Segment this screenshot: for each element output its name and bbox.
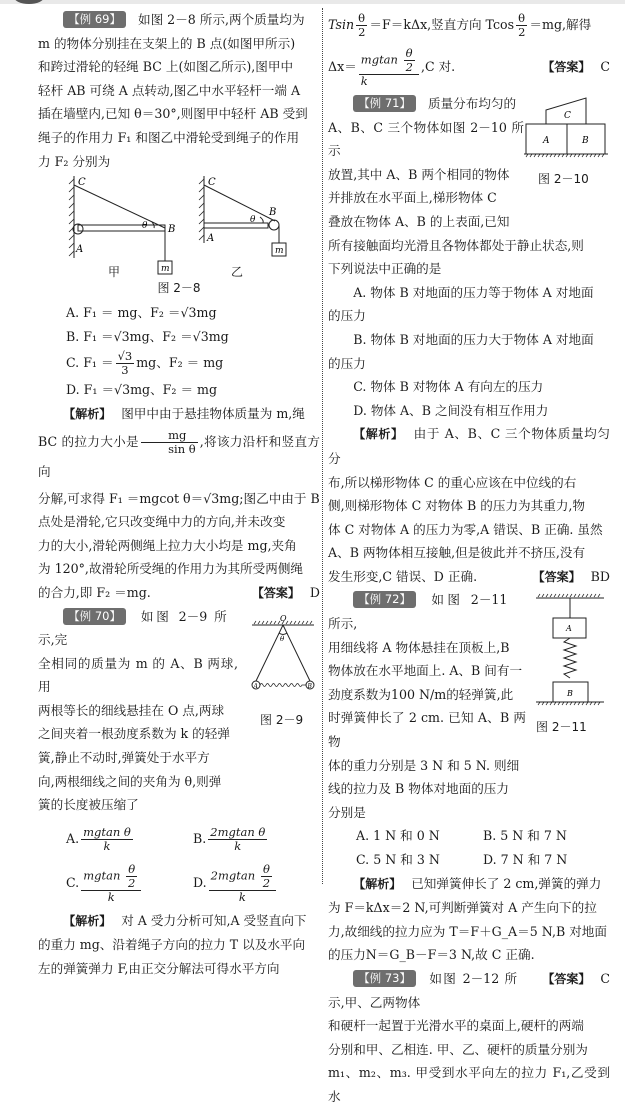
option-c: C. 5 N 和 3 N	[356, 852, 440, 867]
wall-jia	[69, 176, 172, 274]
label-block-a: A	[566, 624, 572, 634]
option-b: B. F₁ ＝√3mg、F₂ ＝√3mg	[66, 328, 229, 344]
example-71-option-d: D. 物体 A、B 之间没有相互作用力	[353, 402, 549, 418]
label-block-b: B	[567, 689, 573, 699]
label-o: O	[280, 613, 287, 623]
option-b: B. 5 N 和 7 N	[483, 828, 567, 844]
example-71-stem: 【例 71】 质量分布均匀的 A、B、C 三个物体如图 2－10 所示 放置,其中 A、B 两个相同的物体 并排放在水平面上,梯形物体 C 叠放在物体 A、B 的上表面,已知	[328, 96, 524, 229]
example-73-stem: 【例 73】 如图 2－12 所示,甲、乙两物体 和硬杆一起置于光滑水平的桌面上,硬杆的两端 分别和甲、乙相连. 甲、乙、硬杆的质量分别为 m₁、m₂、m₃. 甲受到水平向左的拉力 F₁,乙受到水	[328, 970, 610, 1104]
example-72	[328, 588, 610, 824]
analysis-label: 【解析】	[63, 913, 112, 928]
example-70-stem: 【例 70】 如图 2－9 所示,完 全相同的质量为 m 的 A、B 两球,用 两根等长的细线悬挂在 O 点,两球 之间夹着一根劲度系数为 k 的轻弹 簧,静止不动时,弹簧处于水平方 向,两根细线之间的夹角为 θ,则弹 簧的长度被压缩了	[38, 608, 238, 813]
example-71-option-a-cont: 的压力	[328, 308, 366, 324]
example-72-analysis: 【解析】 已知弹簧伸长了 2 cm,弹簧的弹力 为 F＝kΔx＝2 N,可判断弹簧对 A 产生向下的拉 力,故细线的拉力应为 T＝F＋G_A＝5 N,B 对地面 的压力N＝G_B－F＝3 N,故 C 正确. 【答案】 C	[328, 872, 610, 967]
example-72-options	[328, 824, 610, 871]
example-69-label: 【例 69】	[63, 11, 126, 28]
label-a-jia: A	[76, 244, 84, 256]
option-a: A. F₁ ＝ mg、F₂ ＝√3mg	[66, 305, 217, 321]
example-70	[38, 605, 320, 817]
label-block-c: C	[564, 111, 571, 121]
figure-2-8-jia-label: 甲	[108, 265, 121, 280]
right-column	[328, 8, 610, 1109]
option-d: D. 7 N 和 7 N	[483, 852, 568, 867]
example-71-label: 【例 71】	[353, 95, 416, 112]
option-c: C. F₁ ＝ $\frac{√3}{3}$ mg、F₂ ＝ mg	[66, 349, 224, 378]
answer-71: 【答案】 BD	[532, 568, 610, 584]
label-block-b: B	[582, 136, 589, 146]
label-ball-b: B	[307, 682, 312, 690]
example-72-stem: 【例 72】 如图 2－11 所示, 用细线将 A 物体悬挂在顶板上,B 物体放在水平地面上. A、B 间有一 劲度系数为100 N/m的轻弹簧,此 时弹簧伸长了 2 cm. 已知 A、B 两物 体的重力分别是 3 N 和 5 N. 则细 线的拉力及 B 物体对地面的压力 分别是	[328, 592, 526, 820]
figure-2-11-caption: 图 2－11	[536, 720, 587, 735]
example-73-label: 【例 73】	[353, 970, 416, 987]
option-d: D. 2mgtan $\frac{\theta}{2}$ k	[193, 863, 320, 904]
label-theta-jia: θ	[142, 221, 148, 232]
example-71-option-b-cont: 的压力	[328, 355, 366, 371]
example-69-options	[38, 301, 320, 402]
example-70-label: 【例 70】	[63, 608, 126, 625]
example-71-option-a: A. 物体 B 对地面的压力等于物体 A 对地面	[353, 284, 594, 300]
answer-69: 【答案】 D	[251, 584, 320, 600]
analysis-label: 【解析】	[63, 406, 112, 421]
example-71-option-c: C. 物体 B 对物体 A 有向左的压力	[353, 379, 544, 395]
answer-72: 【答案】 C	[542, 970, 610, 986]
example-71-stem-cont: 所有接触面均光滑且各物体都处于静止状态,则 下列说法中正确的是	[328, 237, 584, 277]
option-d: D. F₁ ＝√3mg、F₂ ＝ mg	[66, 382, 218, 398]
example-70-analysis-cont: Tsin $\frac{\theta}{2}$ ＝F＝kΔx,竖直方向 Tcos $\frac{\theta}{2}$ ＝mg,解得	[328, 11, 592, 39]
analysis-label: 【解析】	[353, 427, 404, 442]
example-69-analysis: 【解析】 图甲中由于悬挂物体质量为 m,绳 BC 的拉力大小是 $\frac{mg}{\text{sin θ}}$ ,将该力沿杆和竖直方向 分解,可求得 F₁ ＝mgcot θ＝√3mg;图乙中由于 B 点处是滑轮,它只改变绳中力的方向,并未改变 力的大小,滑轮两侧绳上拉力大小均是 mg,夹角 为 120°,故滑轮所受绳的作用力为其所受两侧绳 的合力,即 F₂ ＝mg. 【答案】 D	[38, 402, 320, 605]
label-block-a: A	[543, 136, 550, 146]
example-70-result: Δx＝ mgtan $\frac{\theta}{2}$ k ,C 对. 【答案】 C	[328, 42, 610, 92]
left-column	[38, 8, 320, 981]
label-a-yi: A	[207, 233, 215, 245]
example-70-options	[38, 821, 320, 909]
example-71-option-b: B. 物体 B 对地面的压力大于物体 A 对地面	[353, 331, 594, 347]
figure-2-10-diagram	[524, 96, 610, 166]
label-b-jia: B	[168, 224, 176, 236]
answer-70: 【答案】 C	[542, 59, 610, 74]
top-edge-bar	[0, 0, 625, 4]
example-69-stem: 【例 69】 如图 2－8 所示,两个质量均为 m 的物体分别挂在支架上的 B 点(如图甲所示) 和跨过滑轮的轻绳 BC 上(如图乙所示),图甲中 轻杆 AB 可绕 A 点转动,图乙中水平轻杆一端 A 插在墙壁内,已知 θ＝30°,则图甲中轻杆 AB 受到 绳子的作用力 F₁ 和图乙中滑轮受到绳子的作用 力 F₂ 分别为	[38, 12, 308, 169]
label-c-jia: C	[78, 177, 86, 189]
option-a: A. 1 N 和 0 N	[356, 828, 440, 844]
figure-2-8	[38, 173, 320, 299]
example-70-analysis: 【解析】 对 A 受力分析可知,A 受竖直向下 的重力 mg、沿着绳子方向的拉力 T 以及水平向 左的弹簧弹力 F,由正交分解法可得水平方向	[38, 912, 307, 977]
label-ball-a: A	[253, 682, 258, 690]
example-71	[328, 92, 610, 234]
label-m-yi: m	[275, 246, 284, 257]
label-b-yi: B	[269, 207, 277, 219]
figure-2-8-yi-label: 乙	[231, 265, 244, 280]
option-a: A. $\frac{\text{mgtan θ}}{k}$	[66, 825, 131, 854]
figure-2-10-caption: 图 2－10	[538, 172, 589, 186]
label-theta-yi: θ	[250, 215, 256, 226]
option-b: B. $\frac{\text{2mgtan θ}}{k}$	[193, 825, 266, 854]
column-divider	[322, 8, 323, 884]
option-c: C. mgtan $\frac{\theta}{2}$ k	[66, 863, 193, 904]
label-c-yi: C	[208, 177, 216, 189]
figure-2-9-caption: 图 2－9	[260, 712, 304, 727]
label-theta-2-9: θ	[280, 634, 285, 643]
example-72-label: 【例 72】	[353, 591, 416, 608]
figure-2-11-diagram	[534, 592, 606, 720]
label-m-jia: m	[161, 264, 170, 275]
figure-2-9-diagram	[248, 611, 318, 701]
analysis-label: 【解析】	[353, 876, 402, 891]
figure-2-8-caption: 图 2－8	[157, 281, 201, 296]
example-71-analysis: 【解析】 由于 A、B、C 三个物体质量均匀分 布,所以梯形物体 C 的重心应该在中位线的右 侧,则梯形物体 C 对物体 B 的压力为其重力,物 体 C 对物体 A 的压力为零,A 错误、B 正确. 虽然 A、B 两物体相互接触,但是彼此并不挤压,没有 发生形变,C 错误、D 正确. 【答案】 BD	[328, 422, 610, 588]
